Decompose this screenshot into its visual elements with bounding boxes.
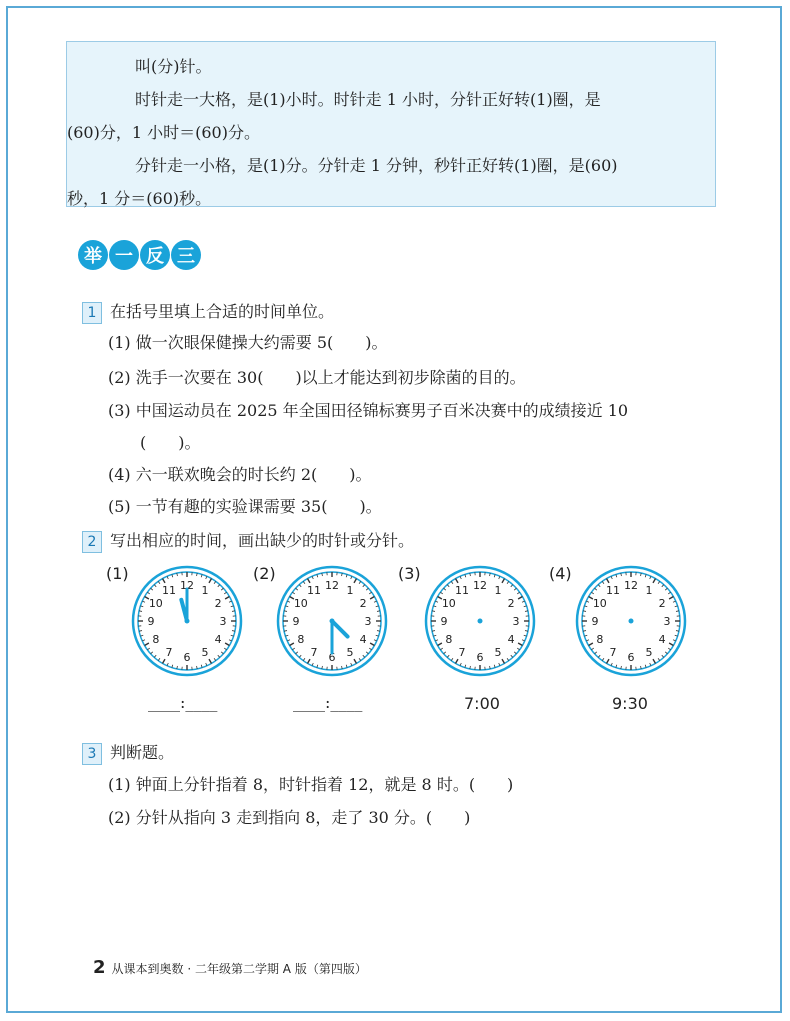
clock-face-4[interactable] <box>575 565 687 677</box>
clock-face-3[interactable] <box>424 565 536 677</box>
clock-number: 6 <box>476 651 484 664</box>
clock-number: 2 <box>359 597 367 610</box>
clock-number: 6 <box>183 651 191 664</box>
clock-center <box>330 619 335 624</box>
clock-number: 10 <box>293 597 308 610</box>
question-number: 3 <box>82 743 102 765</box>
question-number: 2 <box>82 531 102 553</box>
clock-number: 8 <box>596 633 604 646</box>
clock-number: 11 <box>307 583 321 597</box>
book-title: 从课本到奥数 · 二年级第二学期 A 版（第四版） <box>111 962 367 976</box>
clock-number: 12 <box>473 579 487 592</box>
q1-item: (2) 洗手一次要在 30( )以上才能达到初步除菌的目的。 <box>108 368 526 387</box>
clock-number: 7 <box>609 646 617 660</box>
clock-number: 3 <box>512 615 520 628</box>
summary-line: 秒，1 分＝(60)秒。 <box>67 189 212 208</box>
clock-time-label: 9:30 <box>612 694 648 713</box>
clock-face-2 <box>276 565 388 677</box>
question-2-title <box>82 529 414 553</box>
clock-number: 4 <box>658 633 666 646</box>
summary-line: 时针走一大格，是(1)小时。时针走 1 小时，分针正好转(1)圈，是 <box>135 90 601 109</box>
q3-item: (1) 钟面上分针指着 8，时针指着 12，就是 8 时。( ) <box>108 775 514 794</box>
clock-center <box>629 619 634 624</box>
clock-number: 8 <box>297 633 305 646</box>
section-badge: 三 <box>171 240 201 270</box>
page-footer <box>93 957 367 978</box>
clock-label: (1) <box>106 564 129 583</box>
clock-number: 3 <box>364 615 372 628</box>
summary-box <box>66 41 716 207</box>
clock-number: 1 <box>201 583 209 597</box>
q1-item: (3) 中国运动员在 2025 年全国田径锦标赛男子百米决赛中的成绩接近 10 <box>108 401 629 420</box>
clock-number: 10 <box>441 597 456 610</box>
clock-number: 12 <box>325 579 339 592</box>
clock-number: 9 <box>147 615 155 628</box>
clock-center <box>478 619 483 624</box>
q1-item: ( )。 <box>140 433 201 452</box>
clock-number: 7 <box>165 646 173 660</box>
clock-number: 8 <box>445 633 453 646</box>
clock-number: 2 <box>658 597 666 610</box>
clock-label: (2) <box>253 564 276 583</box>
clock-number: 6 <box>627 651 635 664</box>
clock-number: 11 <box>162 583 176 597</box>
clock-number: 9 <box>591 615 599 628</box>
question-1-title <box>82 300 334 324</box>
clock-number: 9 <box>440 615 448 628</box>
clock-number: 12 <box>624 579 638 592</box>
clock-face-1 <box>131 565 243 677</box>
clock-number: 1 <box>494 583 502 597</box>
question-3-title <box>82 741 174 765</box>
section-badge: 反 <box>140 240 170 270</box>
clock-number: 7 <box>310 646 318 660</box>
clock-label: (4) <box>549 564 572 583</box>
question-number: 1 <box>82 302 102 324</box>
page-number: 2 <box>93 957 106 978</box>
clock-number: 3 <box>663 615 671 628</box>
summary-line: 分针走一小格，是(1)分。分针走 1 分钟，秒针正好转(1)圈，是(60) <box>135 156 618 175</box>
clock-time-label: 7:00 <box>464 694 500 713</box>
clock-number: 6 <box>328 651 336 664</box>
clock-number: 4 <box>359 633 367 646</box>
q3-item: (2) 分针从指向 3 走到指向 8，走了 30 分。( ) <box>108 808 471 827</box>
clock-center <box>185 619 190 624</box>
summary-line: 叫(分)针。 <box>135 57 212 76</box>
clock-number: 5 <box>346 646 354 660</box>
time-answer-blank[interactable]: ____:____ <box>293 693 363 712</box>
clock-number: 10 <box>592 597 607 610</box>
clock-number: 3 <box>219 615 227 628</box>
q1-item: (5) 一节有趣的实验课需要 35( )。 <box>108 497 382 516</box>
clock-number: 5 <box>494 646 502 660</box>
section-heading <box>78 240 202 270</box>
section-badge: 一 <box>109 240 139 270</box>
clock-number: 12 <box>180 579 194 592</box>
clock-number: 7 <box>458 646 466 660</box>
clock-number: 4 <box>214 633 222 646</box>
summary-line: (60)分，1 小时＝(60)分。 <box>67 123 260 142</box>
clock-number: 9 <box>292 615 300 628</box>
clock-number: 1 <box>346 583 354 597</box>
question-text: 在括号里填上合适的时间单位。 <box>110 302 335 321</box>
clock-number: 2 <box>214 597 222 610</box>
clock-number: 5 <box>201 646 209 660</box>
clock-label: (3) <box>398 564 421 583</box>
clock-number: 8 <box>152 633 160 646</box>
q1-item: (1) 做一次眼保健操大约需要 5( )。 <box>108 333 388 352</box>
clock-number: 5 <box>645 646 653 660</box>
question-text: 写出相应的时间，画出缺少的时针或分针。 <box>110 531 415 550</box>
time-answer-blank[interactable]: ____:____ <box>148 693 218 712</box>
clock-number: 4 <box>507 633 515 646</box>
clock-number: 1 <box>645 583 653 597</box>
section-badge: 举 <box>78 240 108 270</box>
clock-number: 2 <box>507 597 515 610</box>
q1-item: (4) 六一联欢晚会的时长约 2( )。 <box>108 465 372 484</box>
clock-number: 11 <box>455 583 469 597</box>
question-text: 判断题。 <box>110 743 175 762</box>
clock-number: 11 <box>606 583 620 597</box>
clock-number: 10 <box>148 597 163 610</box>
